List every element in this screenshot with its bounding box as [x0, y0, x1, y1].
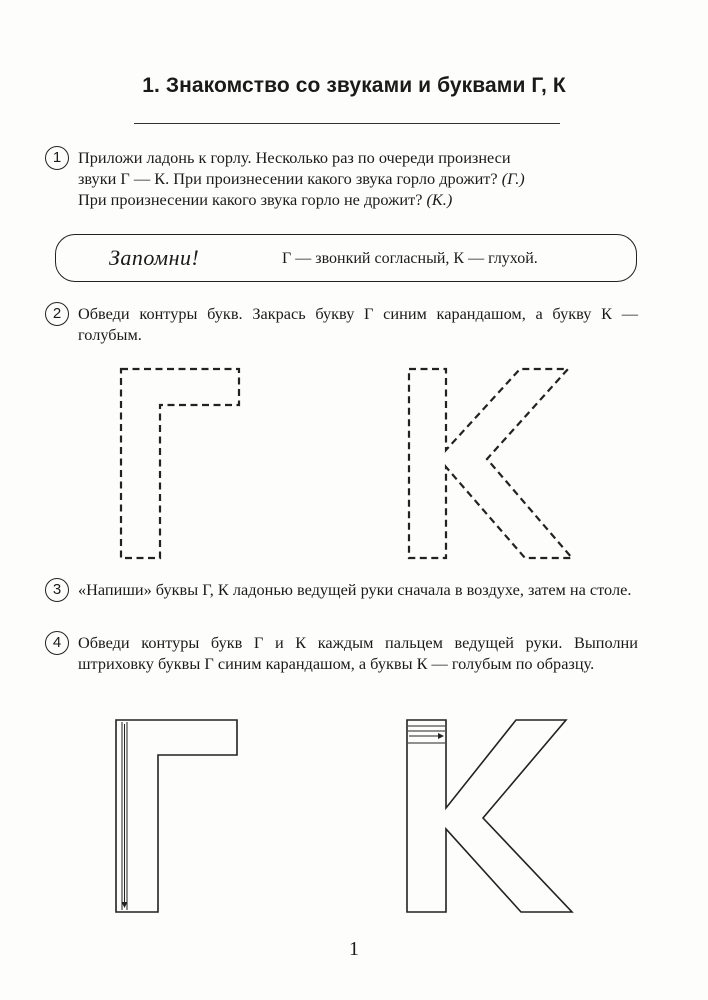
remember-label: Запомни!	[109, 245, 200, 270]
task-3-text: «Напиши» буквы Г, К ладонью ведущей руки сначала в воздухе, затем на столе.	[78, 580, 632, 599]
task-1-line-2-text: звуки Г — К. При произнесении какого звука горло дрожит?	[78, 169, 502, 188]
task-4-number: 4	[45, 631, 69, 655]
solid-letter-k-outline	[407, 720, 572, 912]
task-2-text: Обведи контуры букв. Закрась букву Г синим карандашом, а букву К — голубым.	[78, 304, 638, 344]
page-title: 1. Знакомство со звуками и буквами Г, К	[142, 74, 566, 97]
task-1-number: 1	[45, 146, 69, 170]
task-3-number: 3	[45, 578, 69, 602]
task-2-number: 2	[45, 302, 69, 326]
task-1-answer-1: (Г.)	[501, 169, 525, 188]
dashed-letter-k-outline	[409, 369, 572, 558]
task-4-text: Обведи контуры букв Г и К каждым пальцем ведущей руки. Выполни штриховку буквы Г синим карандашом, а буквы К — голубым по образцу.	[78, 633, 638, 673]
task-1-line-3-text: При произнесении какого звука горло не дрожит?	[78, 190, 427, 209]
solid-letter-g-outline	[116, 720, 237, 912]
page-number: 1	[349, 938, 359, 960]
task-1-answer-2: (К.)	[426, 190, 453, 209]
remember-text: Г — звонкий согласный, К — глухой.	[282, 250, 538, 267]
dashed-letter-g-outline	[121, 369, 239, 558]
task-1-line-1: Приложи ладонь к горлу. Несколько раз по очереди произнеси	[78, 148, 511, 167]
